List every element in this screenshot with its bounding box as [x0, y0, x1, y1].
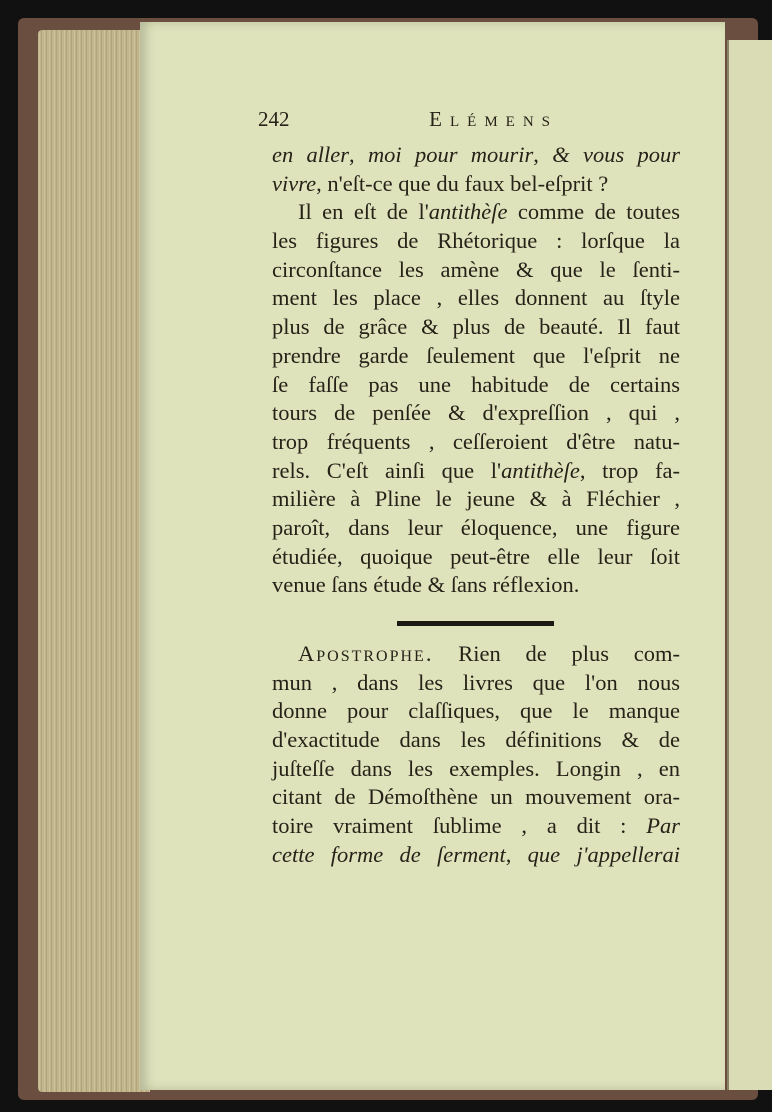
text-line: les figures de Rhétorique : lorſque la	[272, 228, 680, 254]
section-divider	[397, 621, 554, 626]
text-line: Apostrophe. Rien de plus com-	[298, 641, 680, 666]
text-line: ment les place , elles donnent au ſtyle	[272, 285, 680, 311]
text-line: paroît, dans leur éloquence, une figure	[272, 514, 680, 540]
text-line: milière à Pline le jeune & à Fléchier ,	[272, 486, 680, 512]
text-line: trop fréquents , ceſſeroient d'être natu-	[272, 428, 680, 454]
text-line: mun , dans les livres que l'on nous	[272, 669, 680, 695]
text-line: cette forme de ſerment, que j'appellerai	[272, 841, 680, 867]
text-line: tours de penſée & d'expreſſion , qui ,	[272, 400, 680, 426]
section-heading: Apostrophe.	[298, 641, 434, 666]
text-line: ſe faſſe pas une habitude de certains	[272, 371, 680, 397]
page-edges	[38, 30, 150, 1092]
text-line: donne pour claſſiques, que le manque	[272, 698, 680, 724]
text-line: vivre, n'eſt-ce que du faux bel-eſprit ?	[272, 170, 609, 196]
text-line: venue ſans étude & ſans réflexion.	[272, 572, 580, 598]
text-line: juſteſſe dans les exemples. Longin , en	[272, 755, 680, 781]
text-line: rels. C'eſt ainſi que l'antithèſe, trop fa-	[272, 457, 680, 483]
text-line: en aller, moi pour mourir, & vous pour	[272, 142, 681, 167]
section-antithese	[272, 141, 680, 600]
running-head: Elémens	[429, 107, 558, 131]
text-line: toire vraiment ſublime , a dit : Par	[272, 813, 680, 839]
text-line: d'exactitude dans les définitions & de	[272, 727, 680, 753]
page-header	[258, 107, 558, 132]
page-number: 242	[258, 107, 290, 131]
text-line: prendre garde ſeulement que l'eſprit ne	[272, 342, 680, 368]
text-line: étudiée, quoique peut-être elle leur ſoit	[272, 543, 680, 569]
text-line: citant de Démoſthène un mouvement ora-	[272, 784, 680, 810]
text-line: circonſtance les amène & que le ſenti-	[272, 256, 680, 282]
section-apostrophe	[272, 640, 680, 870]
text-line: plus de grâce & plus de beauté. Il faut	[272, 314, 680, 340]
text-line: Il en eſt de l'antithèſe comme de toutes	[298, 199, 680, 225]
facing-page-edge	[727, 40, 772, 1090]
